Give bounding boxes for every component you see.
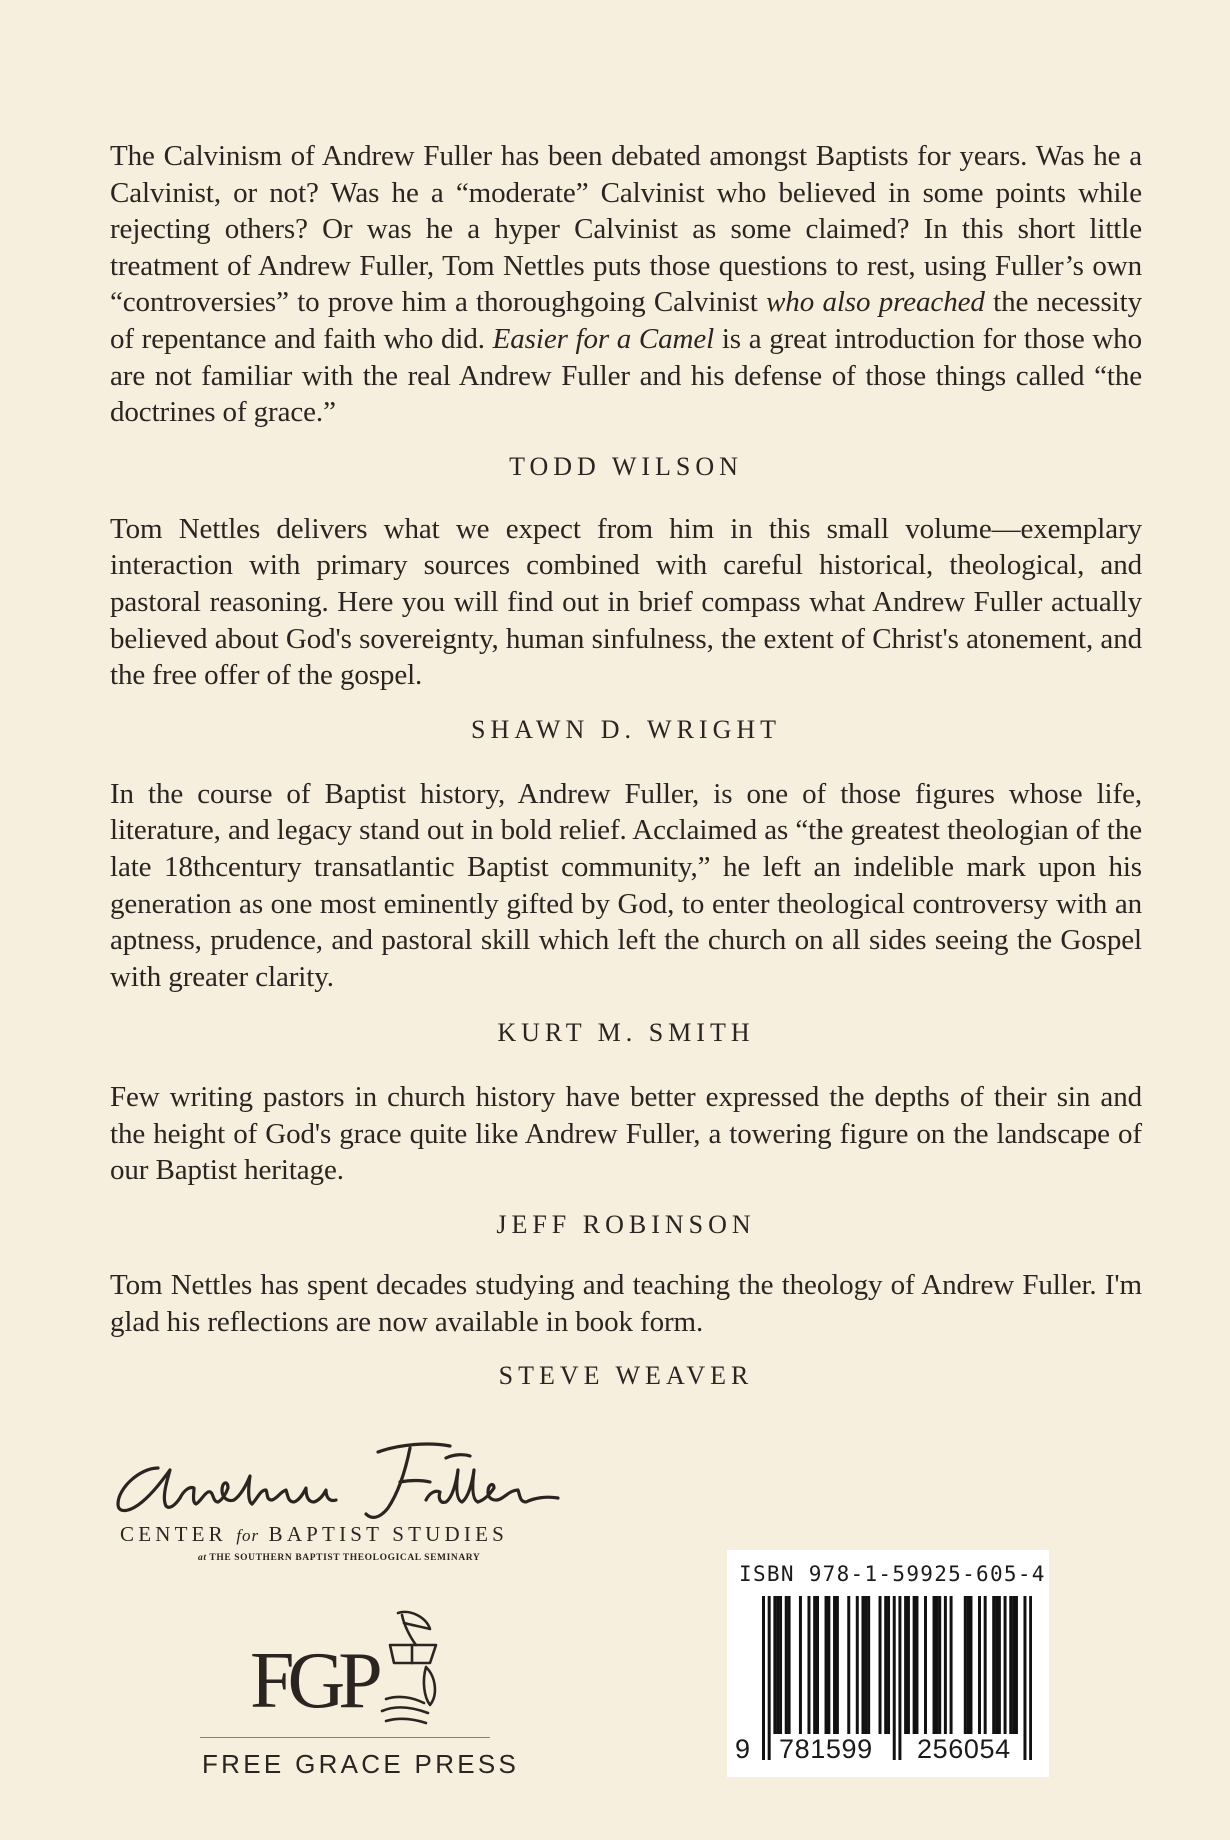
isbn-barcode [727,1550,1049,1777]
barcode-bar [938,1596,941,1734]
barcode-bar [816,1596,819,1734]
barcode-bar [995,1596,998,1734]
endorsement-author: JEFF ROBINSON [496,1210,756,1240]
barcode-bar [913,1596,916,1734]
barcode-bar [779,1596,782,1734]
barcode-bar [1012,1596,1015,1734]
center-title [120,1522,508,1547]
endorsement-author: KURT M. SMITH [497,1018,755,1048]
barcode-bar [964,1596,967,1734]
barcode-bar [933,1596,936,1734]
endorsement-author: SHAWN D. WRIGHT [470,714,782,744]
center-title-for: for [236,1526,260,1545]
endorsement-2 [110,511,1142,746]
barcode-bar [904,1596,907,1734]
barcode-bar [856,1596,859,1734]
endorsement-text: Few writing pastors in church history have better expressed the depths of their sin and the height of God's grace quite like Andrew Fuller, a towering figure on the landscape of our Baptist heritage. [110,1081,1142,1187]
barcode-guard-bar [768,1596,771,1760]
barcode-bar [998,1596,1001,1734]
barcode-bar [785,1596,788,1734]
barcode-bar [861,1596,864,1734]
endorsement-4 [110,1079,1142,1241]
barcode-guard-bar [893,1596,896,1760]
endorsement-text-part: is a great introduction for those who are not familiar with the real Andrew Fuller and his defense of those things called “the doctrines of grace.” [110,322,1142,429]
barcode-bar [967,1596,970,1734]
center-title-part: CENTER [120,1522,237,1546]
endorsement-text [110,138,1142,431]
barcode-bar [807,1596,810,1734]
endorsement-text: Tom Nettles has spent decades studying and teaching the theology of Andrew Fuller. I'm glad his reflections are now available in book form. [110,1269,1142,1338]
book-title-italic: Easier for a Camel [492,322,715,355]
endorsement-italic: who also preached [766,286,985,319]
barcode-bar [788,1596,791,1734]
center-subtitle-at: at [198,1553,207,1563]
endorsement-text-part: the necessity of repentance and faith who did. [110,286,1142,355]
barcode-bar [884,1596,887,1734]
barcode-bar [924,1596,927,1734]
endorsement-text: In the course of Baptist history, Andrew Fuller, is one of those figures whose life, literature, and legacy stand out in bold relief. Acclaimed as “the greatest theologian of the late 18thcentury transatlantic Baptist community,” he left an indelible mark upon his generation as one most eminently gifted by God, to enter theological controversy with an aptness, prudence, and pastoral skill which left the church on all sides seeing the Gospel with greater clarity. [110,777,1142,993]
endorsement-author: STEVE WEAVER [498,1361,754,1391]
barcode-right-digits: 256054 [917,1734,1011,1764]
barcode-bar [935,1596,938,1734]
barcode-bar [799,1596,802,1734]
endorsement-text-part: The Calvinism of Andrew Fuller has been debated amongst Baptists for years. Was he a Calvinist, or not? Was he a “moderate” Calvinist who believed in some points while rejecting others? Or was he a hyper Calvinist as some claimed? In this short little treatment of Andrew Fuller, Tom Nettles puts those questions to rest, using Fuller’s own “controversies” to prove him a thoroughgoing Calvinist [110,140,1142,319]
barcode-bar [836,1596,839,1734]
barcode-guard-bar [1023,1596,1026,1760]
barcode-bar [827,1596,830,1734]
endorsement-3 [110,776,1142,1050]
barcode-bar [1015,1596,1018,1734]
center-subtitle [198,1553,480,1563]
endorsement-text: Tom Nettles delivers what we expect from him in this small volume—exemplary interaction with primary sources combined with careful historical, theological, and pastoral reasoning. Here you will find out in brief compass what Andrew Fuller actually believed about God's sovereignty, human sinfulness, the extent of Christ's atonement, and the free offer of the gospel. [110,512,1142,692]
barcode-first-digit: 9 [735,1734,751,1764]
center-title-part: BAPTIST STUDIES [259,1522,508,1546]
endorsement-1 [110,138,1142,483]
endorsements [110,138,1142,1418]
barcode-left-digits: 781599 [779,1734,873,1764]
barcode-bar [907,1596,910,1734]
barcode-guard-bar [1029,1596,1032,1760]
divider [200,1737,490,1738]
barcode-bar [847,1596,850,1734]
center-subtitle-text: THE SOUTHERN BAPTIST THEOLOGICAL SEMINARY [206,1553,481,1563]
barcode-bar [978,1596,981,1734]
barcode-bar [825,1596,828,1734]
barcode-bar [944,1596,947,1734]
fuller-center-logo [110,1440,590,1570]
barcode-bar [776,1596,779,1734]
barcode-guard-bar [898,1596,901,1760]
isbn-label: ISBN 978-1-59925-605-4 [739,1562,1046,1586]
barcode-bar [773,1596,776,1734]
barcode-bar [887,1596,890,1734]
barcode-bar [992,1596,995,1734]
barcode-bar [950,1596,953,1734]
barcode-bar [915,1596,918,1734]
barcode-bar [867,1596,870,1734]
andrew-fuller-signature-icon [110,1440,590,1524]
barcode-bar [879,1596,882,1734]
publisher-name: FREE GRACE PRESS [202,1749,520,1779]
barcode-bar [864,1596,867,1734]
barcode-bar [1004,1596,1007,1734]
free-grace-press-logo [190,1605,520,1785]
endorsement-author: TODD WILSON [509,451,743,481]
barcode-bar [833,1596,836,1734]
barcode-bar [1009,1596,1012,1734]
barcode-bar [984,1596,987,1734]
barcode-guard-bar [762,1596,765,1760]
barcode-bar [969,1596,972,1734]
fgp-monogram: FGP [250,1637,376,1725]
barcode-bar [813,1596,816,1734]
endorsement-5 [110,1267,1142,1392]
